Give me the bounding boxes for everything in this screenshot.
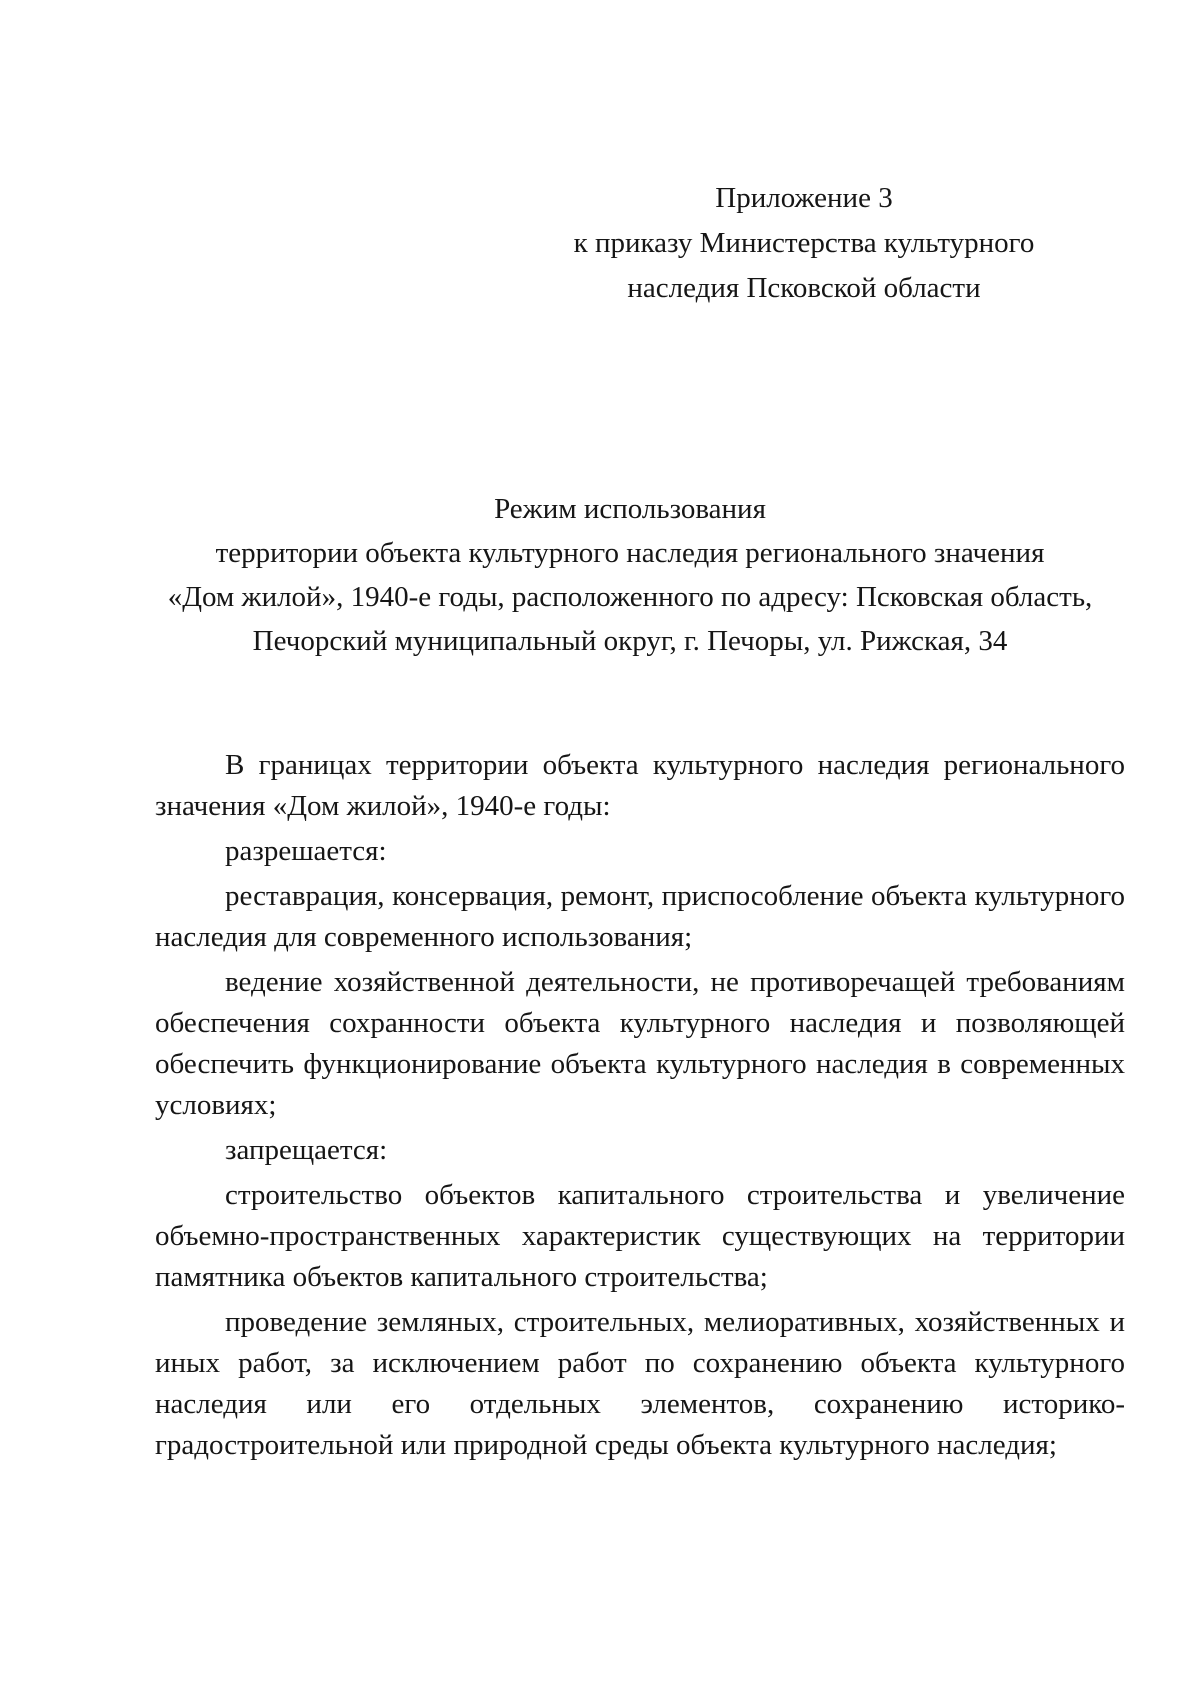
forbidden-label: запрещается: bbox=[225, 1134, 388, 1166]
forbidden-item: строительство объектов капитального строительства и увеличение объемно-пространственных характеристик существующих на территории памятника объектов капитального строительства; bbox=[155, 1179, 1125, 1293]
allowed-item: реставрация, консервация, ремонт, приспособление объекта культурного наследия для современного использования; bbox=[155, 880, 1125, 953]
title-line: «Дом жилой», 1940-е годы, расположенного по адресу: Псковская область, bbox=[167, 581, 1093, 613]
document-body bbox=[155, 745, 1125, 1466]
appendix-number: Приложение 3 bbox=[715, 182, 893, 214]
appendix-ministry: наследия Псковской области bbox=[627, 272, 981, 304]
forbidden-item: проведение земляных, строительных, мелиоративных, хозяйственных и иных работ, за исключением работ по сохранению объекта культурного наследия или его отдельных элементов, сохранению историко-градостроительной или природной среды объекта культурного наследия; bbox=[155, 1306, 1125, 1461]
allowed-label: разрешается: bbox=[225, 835, 387, 867]
title-line: Печорский муниципальный округ, г. Печоры, ул. Рижская, 34 bbox=[252, 625, 1008, 657]
appendix-block bbox=[504, 176, 1104, 311]
allowed-item: ведение хозяйственной деятельности, не противоречащей требованиям обеспечения сохранности объекта культурного наследия и позволяющей обеспечить функционирование объекта культурного наследия в современных условиях; bbox=[155, 966, 1125, 1121]
intro-paragraph: В границах территории объекта культурного наследия регионального значения «Дом жилой», 1940-е годы: bbox=[155, 749, 1125, 822]
title-line: территории объекта культурного наследия регионального значения bbox=[215, 537, 1045, 569]
appendix-order-reference: к приказу Министерства культурного bbox=[573, 227, 1035, 259]
document-title bbox=[145, 487, 1115, 663]
title-line: Режим использования bbox=[494, 493, 766, 525]
